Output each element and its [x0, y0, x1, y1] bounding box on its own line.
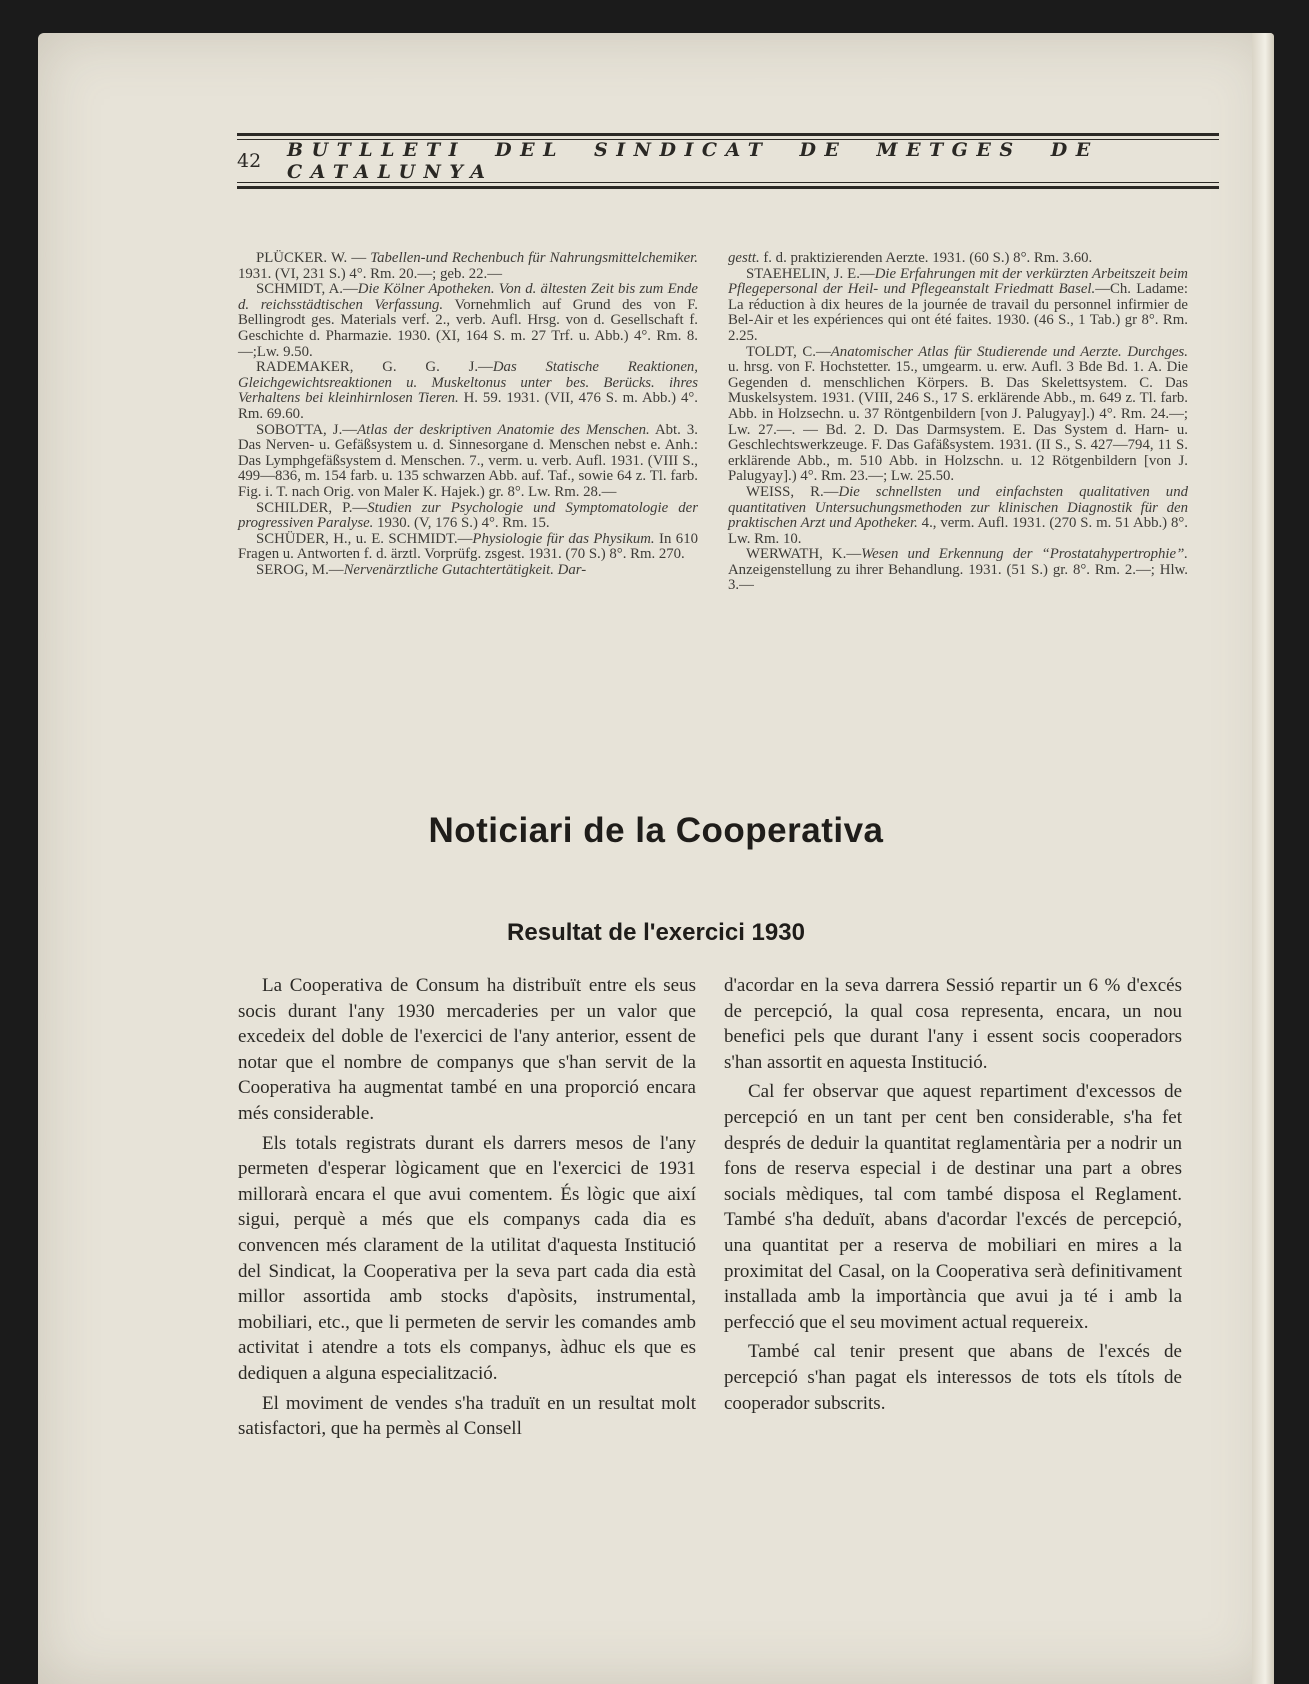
entry-title: Atlas der deskriptiven Anatomie des Menschen. [357, 421, 650, 438]
bibliography-entry [728, 345, 1188, 485]
entry-title: gestt. [728, 250, 760, 266]
bibliography-entry [238, 282, 698, 360]
entry-details: Vornehmlich auf Grund des von F. Bellingrodt ges. Materials verf. 2., verb. Aufl. Hrsg. von d. Gesellschaft f. Geschichte d. Pharmazie. 1930. (XI, 164 S. m. 27 Trf. u. Abb.) 4°. Rm. 8.—;Lw. 9.50. [238, 296, 698, 360]
entry-author: WERWATH, K.— [746, 546, 862, 563]
article-paragraph: Els totals registrats durant els darrers mesos de l'any permeten d'esperar lògicament que en l'exercici de 1931 millorarà encara el que avui comentem. És lògic que així sigui, perquè a més que els companys cada dia es convencen més clarament de la utilitat d'aquesta Institució del Sindicat, la Cooperativa per la seva part cada dia està millor assortida amb stocks d'apòsits, instrumental, mobiliari, etc., que li permeten de servir les comandes amb activitat i atendre a tots els companys, àdhuc els que es dediquen a alguna especialització. [238, 1132, 696, 1384]
entry-author: STAEHELIN, J. E.— [746, 265, 875, 282]
bibliography-right-column [728, 251, 1188, 594]
section-title: Noticiari de la Cooperativa [428, 811, 884, 850]
bibliography-left-column [238, 251, 698, 578]
entry-title: Studien zur Psychologie und Symptomatologie der progressiven Paralyse. [238, 499, 698, 532]
entry-details: 1931. (VI, 231 S.) 4°. Rm. 20.—; geb. 22.— [238, 265, 503, 282]
entry-title: Die Erfahrungen mit der verkürzten Arbeitszeit beim Pflegepersonal der Heil- und Pflegeanstalt Friedmatt Basel. [728, 265, 1188, 298]
entry-author: PLÜCKER. W. — [256, 250, 371, 266]
header-rule-bottom [237, 186, 1219, 189]
article-paragraph: La Cooperativa de Consum ha distribuït entre els seus socis durant l'any 1930 mercaderies per un valor que excedeix del doble de l'exercici de l'any anterior, essent de notar que el nombre de companys que s'han servit de la Cooperativa ha augmentat també en una proporció encara més considerable. [238, 975, 696, 1124]
header-line [237, 140, 1219, 182]
bibliography-entry [238, 501, 698, 532]
entry-author: SCHÜDER, H., u. E. SCHMIDT.— [256, 530, 473, 547]
entry-title: Tabellen-und Rechenbuch für Nahrungsmittelchemiker. [370, 250, 698, 266]
bibliography-entry [238, 532, 698, 563]
article-paragraph: Cal fer observar que aquest repartiment d'excessos de percepció en un tant per cent ben considerable, s'ha fet després de deduir la quantitat reglamentària per a nodrir un fons de reserva especial i de destinar una part a obres socials mèdiques, tal com també disposa el Reglament. També s'ha deduït, abans d'acordar l'excés de percepció, una quantitat per a reserva de mobiliari en mires a la proximitat del Casal, on la Cooperativa serà definitivament installada amb la importància que avui ja té i amb la perfecció que el seu moviment actual requereix. [724, 1081, 1182, 1333]
bibliography-entry [238, 423, 698, 501]
entry-details: 1930. (V, 176 S.) 4°. Rm. 15. [373, 515, 550, 532]
bibliography-entry [728, 547, 1188, 594]
article-paragraph: També cal tenir present que abans de l'excés de percepció s'han pagat els interessos de tots els títols de cooperador subscrits. [724, 1341, 1182, 1414]
bibliography-entry [728, 267, 1188, 345]
entry-title: Die schnellsten und einfachsten qualitativen und quantitativen Untersuchungsmethoden zur klinischen Diagnostik für den praktischen Arzt und Apotheker. [728, 483, 1188, 532]
article-paragraph: d'acordar en la seva darrera Sessió repartir un 6 % d'excés de percepció, la qual cosa representa, encara, un nou benefici pels que durant l'any i essent socis cooperadors s'han assortit en aquesta Institució. [724, 975, 1182, 1073]
entry-title: Wesen und Erkennung der “Prostatahypertrophie”. [861, 546, 1189, 563]
page-edge-fold [1252, 33, 1274, 1684]
article-right-column [724, 973, 1182, 1420]
entry-details: —Ch. Ladame: La réduction à dix heures de la journée de travail du personnel infirmier de Bel-Air et les expériences qui ont été faites. 1930. (46 S., 1 Tab.) gr 8°. Rm. 2.25. [728, 281, 1188, 344]
entry-author: WEISS, R.— [746, 483, 839, 500]
article-paragraph: El moviment de vendes s'ha traduït en un resultat molt satisfactori, que ha permès al Consell [238, 1392, 696, 1440]
scanned-page [38, 33, 1274, 1684]
entry-details: Abt. 3. Das Nerven- u. Gefäßsystem u. d. Sinnesorgane d. Menschen nebst e. Anh.: Das Lymphgefäßsystem d. Menschen. 7., verm. u. verb. Aufl. 1931. (VIII S., 499—836, m. 154 farb. u. 135 schwarzen Abb. auf. Taf., sowie 64 z. Tl. farb. Fig. i. T. nach Orig. von Maler K. Hajek.) gr. 8°. Lw. Rm. 28.— [238, 421, 699, 500]
running-header [237, 133, 1219, 189]
article-left-column [238, 973, 696, 1446]
entry-title: Anatomischer Atlas für Studierende und Aerzte. Durchges. [830, 343, 1189, 360]
entry-author: SCHILDER, P.— [256, 499, 368, 516]
entry-author: SOBOTTA, J.— [256, 421, 358, 438]
entry-details: Anzeigenstellung zu ihrer Behandlung. 1931. (51 S.) gr. 8°. Rm. 2.—; Hlw. 3.— [728, 561, 1188, 594]
entry-details: f. d. praktizierenden Aerzte. 1931. (60 S.) 8°. Rm. 3.60. [759, 250, 1093, 266]
journal-title: BUTLLETI DEL SINDICAT DE METGES DE CATALUNYA [287, 139, 1099, 183]
entry-author: TOLDT, C.— [746, 343, 831, 360]
entry-title: Die Kölner Apotheken. Von d. ältesten Zeit bis zum Ende d. reichsstädtischen Verfassung. [238, 281, 698, 313]
entry-title: Das Statische Reaktionen, Gleichgewichtsreaktionen u. Muskeltonus unter bes. Berücks. ihres Verhaltens bei kleinhirnlosen Tieren. [238, 359, 698, 407]
entry-author: SCHMIDT, A.— [256, 281, 358, 298]
bibliography-entry [728, 251, 1188, 267]
bibliography-entry [238, 563, 698, 579]
entry-details: 4., verm. Aufl. 1931. (270 S. m. 51 Abb.) 8°. Lw. Rm. 10. [728, 515, 1188, 547]
bibliography-entry [238, 360, 698, 422]
bibliography-entry [238, 251, 698, 282]
entry-details: u. hrsg. von F. Hochstetter. 15., umgearm. u. erw. Aufl. 3 Bde Bd. 1. A. Die Gegenden d. menschlichen Körpers. B. Das Skelettsystem. C. Das Muskelsystem. 1931. (VIII, 246 S., 17 S. erklärende Abb., m. 649 z. Tl. farb. Abb. in Holzsechn. u. 37 Röntgenbildern [von J. Palugyay].) 4°. Rm. 24.—; Lw. 27.—. — Bd. 2. D. Das Darmsystem. E. Das System d. Harn- u. Geschlechtswerkzeuge. F. Das Gafäßsystem. 1931. (II S., S. 427—794, 11 S. erklärende Abb., m. 510 Abb. in Holzschn. u. 12 Rötgenbildern [von J. Palugyay].) 4°. Rm. 23.—; Lw. 25.50. [728, 359, 1188, 485]
entry-title: Physiologie für das Physikum. [472, 530, 655, 547]
entry-title: Nervenärztliche Gutachtertätigkeit. Dar- [343, 561, 587, 578]
entry-author: RADEMAKER, G. G. J.— [256, 359, 493, 376]
entry-details: In 610 Fragen u. Antworten f. d. ärztl. Vorprüfg. zsgest. 1931. (70 S.) 8°. Rm. 270. [238, 530, 698, 563]
entry-author: SEROG, M.— [256, 561, 344, 578]
bibliography-entry [728, 485, 1188, 547]
subsection-title: Resultat de l'exercici 1930 [507, 919, 805, 946]
header-rule-top [237, 133, 1219, 136]
page-number: 42 [237, 150, 262, 172]
entry-details: H. 59. 1931. (VII, 476 S. m. Abb.) 4°. Rm. 69.60. [238, 390, 699, 422]
